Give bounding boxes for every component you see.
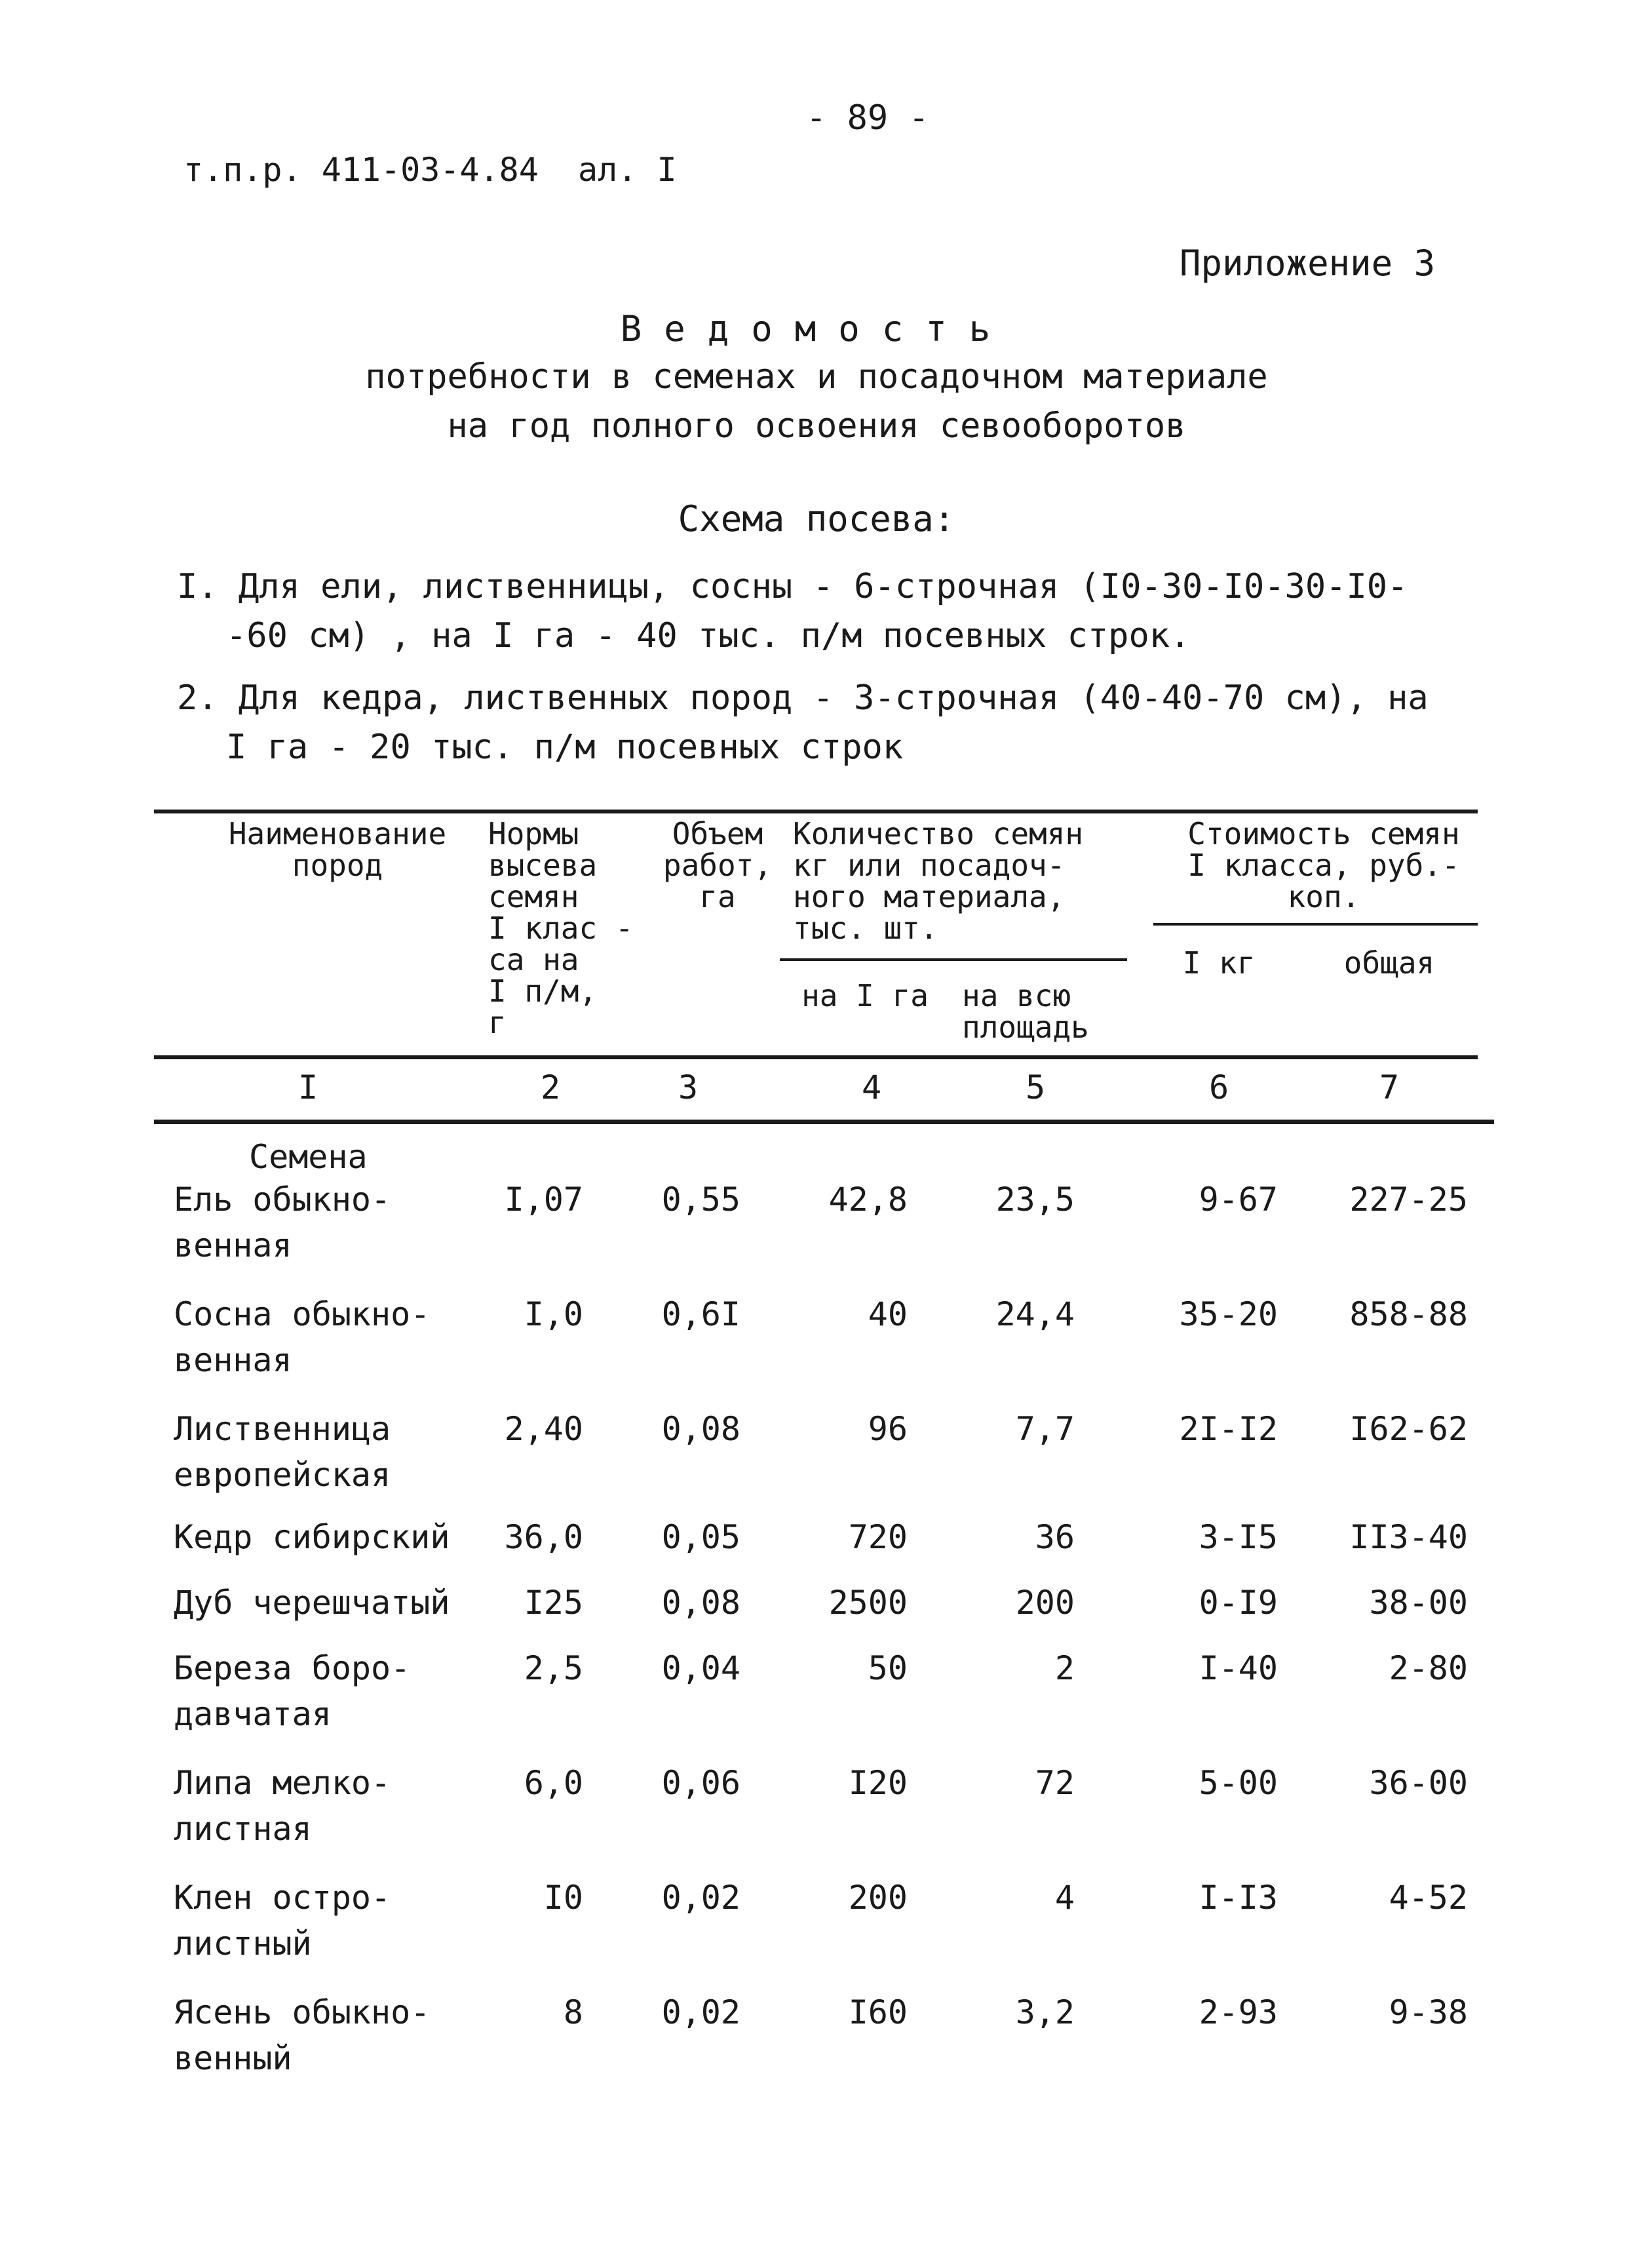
cell-cost-total: 38-00 xyxy=(1369,1584,1468,1622)
cell-cost-total: 9-38 xyxy=(1389,1993,1468,2031)
header-cost-per-kg: I кг xyxy=(1182,945,1256,981)
header-work-volume: Объем работ, га xyxy=(663,816,773,914)
cell-work-volume: 0,08 xyxy=(661,1584,740,1622)
cell-qty-per-ha: 720 xyxy=(848,1518,908,1556)
header-quantity-group: Количество семян кг или посадоч- ного материала, тыс. шт. xyxy=(793,816,1084,946)
cell-work-volume: 0,05 xyxy=(661,1518,740,1556)
cell-species-name: Липа мелко- листная xyxy=(174,1764,391,1848)
cell-species-name: Лиственница европейская xyxy=(174,1410,391,1494)
cell-cost-total: 2-80 xyxy=(1389,1649,1468,1687)
appendix-label: Приложение 3 xyxy=(1180,243,1436,284)
cell-qty-total: 23,5 xyxy=(995,1181,1075,1219)
cell-cost-per-kg: 35-20 xyxy=(1179,1295,1278,1333)
cell-qty-per-ha: 40 xyxy=(868,1295,908,1333)
cell-qty-total: 4 xyxy=(1054,1879,1075,1917)
cell-species-name: Сосна обыкно- венная xyxy=(174,1295,431,1379)
scheme-item-2-line-2: I га - 20 тыс. п/м посевных строк xyxy=(226,728,904,767)
cell-qty-total: 72 xyxy=(1035,1764,1075,1802)
scheme-heading: Схема посева: xyxy=(678,498,955,539)
cell-cost-per-kg: 2I-I2 xyxy=(1179,1410,1278,1448)
cell-qty-per-ha: I20 xyxy=(848,1764,908,1802)
cell-qty-total: 7,7 xyxy=(1015,1410,1075,1448)
cell-cost-total: 858-88 xyxy=(1349,1295,1468,1333)
cell-work-volume: 0,04 xyxy=(661,1649,740,1687)
document-subtitle-line-2: на год полного освоения севооборотов xyxy=(447,406,1186,446)
cell-sowing-norm: 2,40 xyxy=(504,1410,583,1448)
header-species-name: Наименование пород xyxy=(228,816,447,883)
column-number: 5 xyxy=(1025,1068,1046,1106)
cell-cost-per-kg: 3-I5 xyxy=(1199,1518,1278,1556)
cell-qty-total: 3,2 xyxy=(1015,1993,1075,2031)
cell-work-volume: 0,55 xyxy=(661,1181,740,1219)
cell-species-name: Ель обыкно- венная xyxy=(174,1181,391,1264)
cell-cost-total: 4-52 xyxy=(1389,1879,1468,1917)
cell-qty-per-ha: 50 xyxy=(868,1649,908,1687)
cell-species-name: Береза боро- давчатая xyxy=(174,1649,411,1733)
cell-species-name: Ясень обыкно- венный xyxy=(174,1993,431,2077)
cell-sowing-norm: 8 xyxy=(563,1993,583,2031)
column-number: 7 xyxy=(1379,1068,1400,1106)
scheme-item-2-line-1: 2. Для кедра, лиственных пород - 3-строчная (40-40-70 см), на xyxy=(177,678,1429,718)
header-quantity-per-ha: на I га xyxy=(801,978,929,1013)
cell-cost-per-kg: I-I3 xyxy=(1199,1879,1278,1917)
cell-qty-per-ha: 42,8 xyxy=(828,1181,908,1219)
scheme-item-1-line-2: -60 см) , на I га - 40 тыс. п/м посевных строк. xyxy=(226,616,1191,655)
cell-qty-total: 24,4 xyxy=(995,1295,1075,1333)
cell-species-name: Клен остро- листный xyxy=(174,1879,391,1963)
cell-sowing-norm: I,0 xyxy=(524,1295,583,1333)
cell-cost-per-kg: I-40 xyxy=(1199,1649,1278,1687)
column-number: 3 xyxy=(678,1068,699,1106)
header-cost-total: общая xyxy=(1343,945,1435,981)
table-top-rule xyxy=(154,810,1478,813)
cell-cost-per-kg: 5-00 xyxy=(1199,1764,1278,1802)
header-sowing-norm: Нормы высева семян I клас - са на I п/м, г xyxy=(488,816,634,1040)
cell-sowing-norm: I0 xyxy=(543,1879,583,1917)
cell-qty-total: 36 xyxy=(1035,1518,1075,1556)
column-numbers-rule xyxy=(154,1120,1494,1124)
cell-work-volume: 0,02 xyxy=(661,1993,740,2031)
column-number: 4 xyxy=(861,1068,882,1106)
cell-qty-per-ha: 200 xyxy=(848,1879,908,1917)
cell-qty-per-ha: I60 xyxy=(848,1993,908,2031)
cell-sowing-norm: I25 xyxy=(524,1584,583,1622)
header-bottom-rule xyxy=(154,1055,1478,1059)
cell-cost-per-kg: 2-93 xyxy=(1199,1993,1278,2031)
cell-cost-total: II3-40 xyxy=(1349,1518,1468,1556)
cell-work-volume: 0,06 xyxy=(661,1764,740,1802)
cell-qty-per-ha: 96 xyxy=(868,1410,908,1448)
document-subtitle-line-1: потребности в семенах и посадочном материале xyxy=(365,357,1268,397)
quantity-group-rule xyxy=(780,958,1127,961)
page-number: - 89 - xyxy=(806,98,929,138)
cell-cost-per-kg: 9-67 xyxy=(1199,1181,1278,1219)
cell-work-volume: 0,6I xyxy=(661,1295,740,1333)
cell-cost-total: 36-00 xyxy=(1369,1764,1468,1802)
cell-cost-total: 227-25 xyxy=(1349,1181,1468,1219)
cell-species-name: Кедр сибирский xyxy=(174,1518,450,1556)
cell-cost-total: I62-62 xyxy=(1349,1410,1468,1448)
header-cost-group: Стоимость семян I класса, руб.- коп. xyxy=(1187,816,1460,914)
header-quantity-total: на всю площадь xyxy=(962,978,1089,1045)
cell-species-name: Дуб черешчатый xyxy=(174,1584,450,1622)
column-number: I xyxy=(298,1068,318,1106)
cell-sowing-norm: I,07 xyxy=(504,1181,583,1219)
cell-sowing-norm: 36,0 xyxy=(504,1518,583,1556)
document-title: Ведомость xyxy=(620,308,1013,349)
cost-group-rule xyxy=(1153,923,1478,926)
document-code: т.п.р. 411-03-4.84 ал. I xyxy=(183,151,677,189)
scheme-item-1-line-1: I. Для ели, лиственницы, сосны - 6-строчная (I0-30-I0-30-I0- xyxy=(177,567,1408,606)
column-number: 2 xyxy=(540,1068,561,1106)
cell-cost-per-kg: 0-I9 xyxy=(1199,1584,1278,1622)
column-number: 6 xyxy=(1208,1068,1229,1106)
cell-work-volume: 0,02 xyxy=(661,1879,740,1917)
cell-qty-per-ha: 2500 xyxy=(828,1584,908,1622)
cell-sowing-norm: 2,5 xyxy=(524,1649,583,1687)
cell-qty-total: 2 xyxy=(1054,1649,1075,1687)
cell-work-volume: 0,08 xyxy=(661,1410,740,1448)
cell-qty-total: 200 xyxy=(1015,1584,1075,1622)
cell-sowing-norm: 6,0 xyxy=(524,1764,583,1802)
section-label-seeds: Семена xyxy=(249,1138,368,1176)
